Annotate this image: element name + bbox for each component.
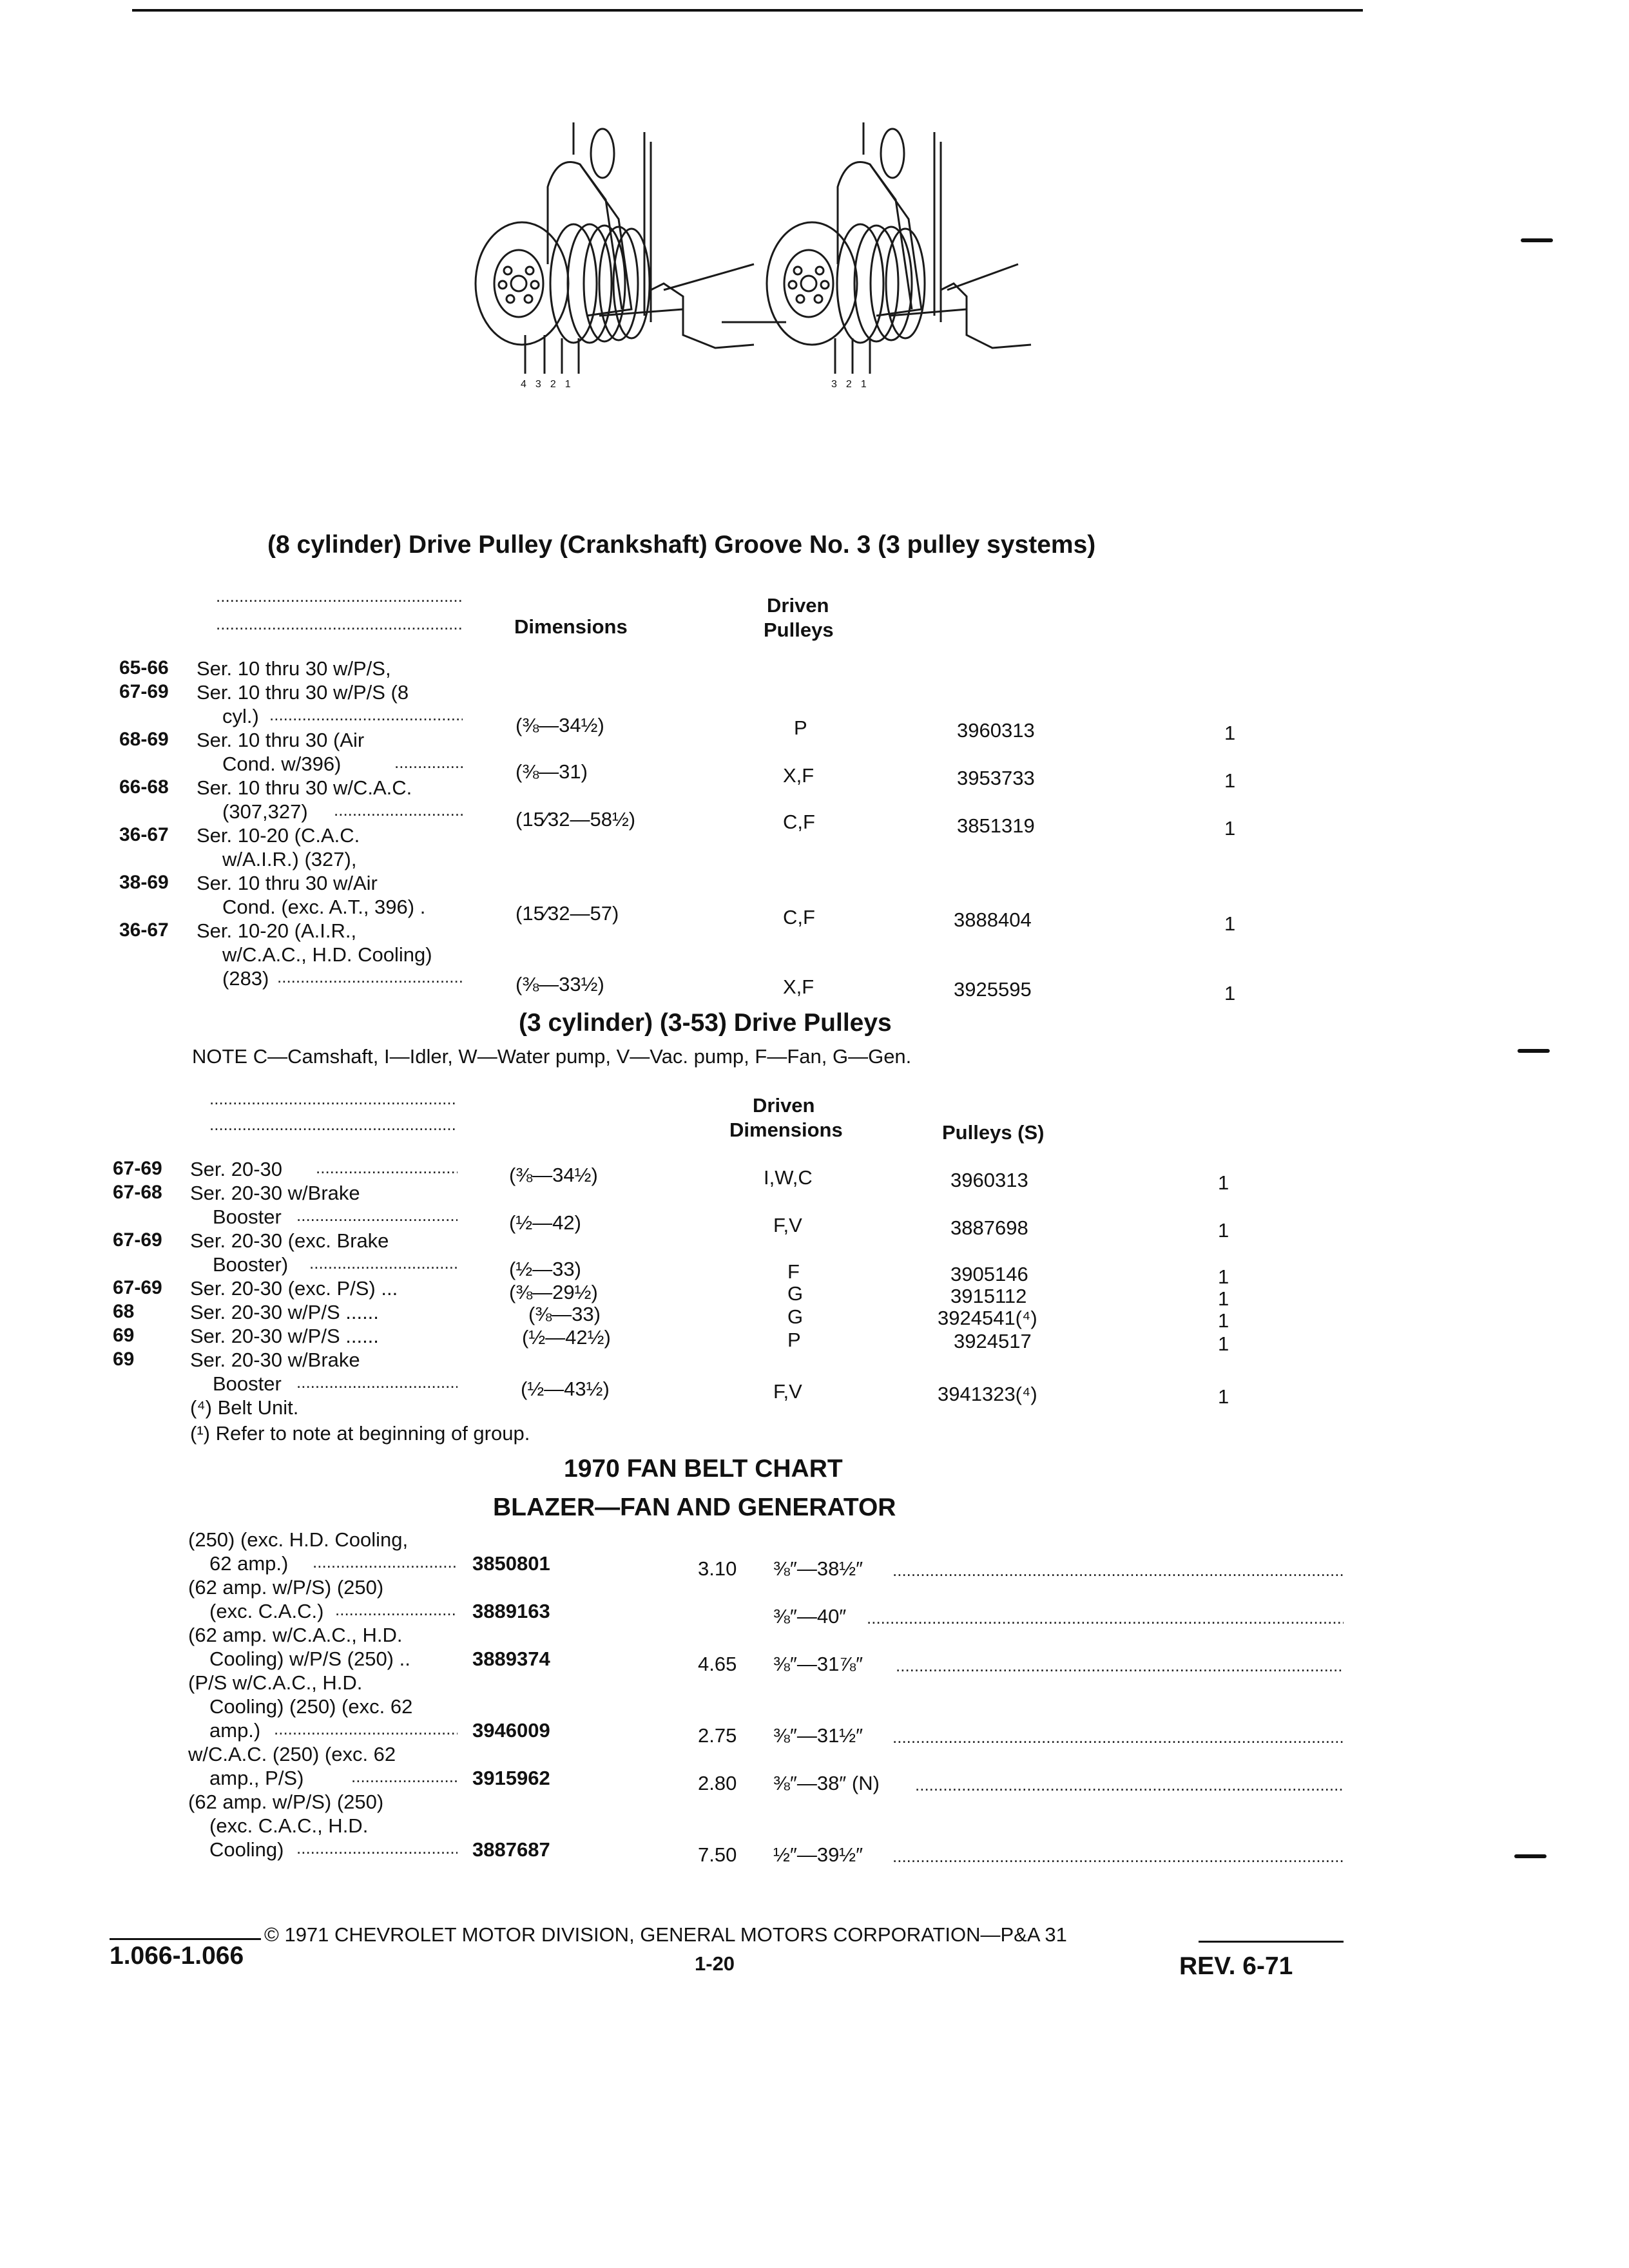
diagram-label: 2 (845, 379, 861, 390)
row-description: (exc. C.A.C.) (209, 1600, 324, 1622)
row-driven: X,F (783, 975, 815, 998)
row-leader (296, 1206, 458, 1225)
row-part-number: 3850801 (472, 1552, 550, 1575)
row-belt-size: ⅜″—40″ (773, 1605, 847, 1628)
row-description: (exc. C.A.C., H.D. (209, 1814, 369, 1837)
row-description: amp., P/S) (209, 1767, 304, 1789)
row-value: 4.65 (698, 1653, 737, 1675)
row-leader (394, 753, 463, 773)
header-leader (209, 1115, 458, 1135)
row-dimensions: (⅜—33½) (516, 973, 604, 995)
row-description: Ser. 10 thru 30 (Air (197, 729, 365, 751)
row-quantity: 1 (1218, 1219, 1229, 1242)
row-description: Cooling) w/P/S (250) .. (209, 1648, 410, 1670)
row-belt-size: ⅜″—38″ (N) (773, 1772, 880, 1794)
diagram-label: 2 (550, 379, 565, 390)
row-quantity: 1 (1224, 769, 1236, 792)
row-driven: C,F (783, 811, 815, 833)
footer-copyright: © 1971 CHEVROLET MOTOR DIVISION, GENERAL MOTORS CORPORATION—P&A 31 (264, 1923, 1067, 1946)
row-quantity: 1 (1224, 722, 1236, 744)
row-description: Ser. 20-30 w/Brake (190, 1349, 360, 1371)
row-description: Ser. 20-30 (190, 1158, 283, 1180)
row-part-number: 3960313 (950, 1169, 1028, 1191)
row-quantity: 1 (1218, 1171, 1229, 1194)
row-part-number: 3953733 (957, 767, 1035, 789)
row-year: 36-67 (119, 919, 169, 941)
row-part-number: 3915112 (950, 1285, 1027, 1307)
row-description: (62 amp. w/C.A.C., H.D. (188, 1624, 403, 1646)
row-leader (351, 1767, 458, 1787)
row-description: w/C.A.C. (250) (exc. 62 (188, 1743, 396, 1765)
row-belt-size: ⅜″—31⅞″ (773, 1653, 863, 1675)
row-description: amp.) (209, 1719, 261, 1742)
row-quantity: 1 (1224, 982, 1236, 1004)
row-dimensions: (½—43½) (521, 1378, 610, 1400)
row-description: Ser. 20-30 w/Brake (190, 1182, 360, 1204)
section1-col-pulleys: Pulleys (764, 619, 834, 641)
row-quantity: 1 (1218, 1309, 1229, 1332)
row-description: (62 amp. w/P/S) (250) (188, 1791, 384, 1813)
footer-left-code: 1.066-1.066 (110, 1942, 244, 1970)
row-description: Ser. 10-20 (C.A.C. (197, 824, 360, 847)
row-leader (896, 1656, 1344, 1676)
row-dimensions: (½—42) (509, 1211, 581, 1234)
row-value: 7.50 (698, 1843, 737, 1866)
row-quantity: 1 (1224, 817, 1236, 840)
section2-col-driven: Driven (753, 1094, 815, 1117)
row-description: Cooling) (209, 1838, 284, 1861)
row-leader (915, 1775, 1344, 1795)
row-description: Ser. 10-20 (A.I.R., (197, 919, 357, 942)
row-quantity: 1 (1218, 1265, 1229, 1288)
row-leader (269, 705, 463, 725)
diagram-label: 3 (535, 379, 550, 390)
section2-note: NOTE C—Camshaft, I—Idler, W—Water pump, V—Vac. pump, F—Fan, G—Gen. (192, 1045, 912, 1068)
row-year: 36-67 (119, 824, 169, 845)
row-description: Ser. 10 thru 30 w/Air (197, 872, 378, 894)
row-leader (892, 1847, 1344, 1867)
row-description: Ser. 20-30 (exc. P/S) ... (190, 1277, 398, 1300)
row-leader (277, 967, 463, 987)
row-driven: P (787, 1329, 801, 1351)
row-driven: I,W,C (764, 1166, 813, 1189)
row-description: (283) (222, 967, 269, 990)
row-year: 68 (113, 1301, 135, 1322)
row-description: Cond. (exc. A.T., 396) . (222, 896, 426, 918)
row-year: 66-68 (119, 776, 169, 798)
row-part-number: 3941323(⁴) (938, 1383, 1037, 1405)
header-leader (216, 614, 464, 634)
row-part-number: 3925595 (954, 978, 1032, 1001)
row-description: (P/S w/C.A.C., H.D. (188, 1671, 363, 1694)
row-driven: G (787, 1305, 804, 1328)
top-rule (132, 9, 1363, 12)
row-description: Ser. 20-30 (exc. Brake (190, 1229, 389, 1252)
row-dimensions: (⅜—34½) (516, 714, 604, 736)
row-description: Ser. 20-30 w/P/S ...... (190, 1301, 379, 1323)
scan-mark (1514, 1854, 1547, 1858)
diagram-label: 1 (564, 379, 580, 390)
row-part-number: 3888404 (954, 908, 1032, 931)
row-description: Ser. 20-30 w/P/S ...... (190, 1325, 379, 1347)
row-driven: F (787, 1260, 800, 1283)
footer-revision: REV. 6-71 (1179, 1952, 1293, 1980)
row-dimensions: (½—42½) (522, 1326, 611, 1349)
row-quantity: 1 (1218, 1332, 1229, 1355)
row-year: 69 (113, 1325, 135, 1346)
footer-rule-left (110, 1938, 261, 1940)
row-leader (296, 1372, 458, 1392)
row-leader (892, 1561, 1344, 1581)
row-part-number: 3924517 (954, 1330, 1032, 1352)
row-dimensions: (⅜—29½) (509, 1281, 598, 1303)
row-driven: C,F (783, 906, 815, 928)
row-belt-size: ⅜″—38½″ (773, 1557, 863, 1580)
row-quantity: 1 (1218, 1287, 1229, 1310)
section2-footnote-refer: (¹) Refer to note at beginning of group. (190, 1422, 530, 1445)
row-dimensions: (⅜—31) (516, 760, 588, 783)
row-belt-size: ⅜″—31½″ (773, 1724, 863, 1747)
row-part-number: 3889374 (472, 1648, 550, 1670)
row-description: Cooling) (250) (exc. 62 (209, 1695, 413, 1718)
row-driven: X,F (783, 764, 815, 787)
row-part-number: 3915962 (472, 1767, 550, 1789)
row-driven: F,V (773, 1214, 802, 1236)
row-value: 2.75 (698, 1724, 737, 1747)
row-part-number: 3946009 (472, 1719, 550, 1742)
row-part-number: 3887687 (472, 1838, 550, 1861)
section2-col-pulleys: Pulleys (S) (942, 1121, 1045, 1144)
row-quantity: 1 (1224, 912, 1236, 935)
row-driven: G (787, 1282, 804, 1305)
section2-title: (3 cylinder) (3-53) Drive Pulleys (519, 1009, 892, 1037)
pulley-diagram-right (767, 122, 1031, 374)
row-description: Booster (213, 1206, 282, 1228)
row-part-number: 3887698 (950, 1216, 1028, 1239)
row-leader (892, 1727, 1344, 1747)
scan-mark (1518, 1049, 1550, 1053)
row-driven: F,V (773, 1380, 802, 1403)
scan-mark (1521, 238, 1553, 242)
row-year: 67-68 (113, 1182, 162, 1203)
row-description: w/A.I.R.) (327), (222, 848, 357, 870)
row-driven: P (794, 716, 807, 739)
row-quantity: 1 (1218, 1385, 1229, 1408)
row-leader (867, 1608, 1344, 1628)
row-year: 67-69 (113, 1277, 162, 1298)
diagram-label: 1 (860, 379, 876, 390)
row-leader (335, 1600, 458, 1620)
section1-col-driven: Driven (767, 594, 829, 617)
row-description: (307,327) (222, 800, 308, 823)
row-year: 67-69 (113, 1229, 162, 1251)
row-year: 69 (113, 1349, 135, 1370)
row-description: Ser. 10 thru 30 w/P/S, (197, 657, 391, 680)
row-dimensions: (⅜—33) (528, 1303, 601, 1325)
row-dimensions: (15⁄32—57) (516, 902, 619, 925)
footer-rule-right (1199, 1941, 1344, 1943)
header-leader (209, 1089, 458, 1109)
row-leader (296, 1838, 458, 1858)
row-leader (316, 1158, 458, 1178)
row-dimensions: (½—33) (509, 1258, 581, 1280)
row-year: 67-69 (119, 681, 169, 702)
row-description: Ser. 10 thru 30 w/P/S (8 (197, 681, 409, 704)
row-value: 2.80 (698, 1772, 737, 1794)
row-leader (309, 1253, 458, 1273)
section2-col-dimensions: Dimensions (729, 1119, 843, 1141)
section1-col-dimensions: Dimensions (514, 615, 628, 638)
row-leader (334, 800, 463, 820)
section2-footnote-belt-unit: (⁴) Belt Unit. (190, 1396, 299, 1419)
diagram-label: 4 (521, 379, 535, 390)
footer-page-number: 1-20 (695, 1952, 735, 1975)
row-part-number: 3960313 (957, 719, 1035, 742)
row-description: (250) (exc. H.D. Cooling, (188, 1528, 409, 1551)
row-leader (313, 1552, 458, 1572)
diagram-right-labels (831, 379, 876, 390)
section3-title: 1970 FAN BELT CHART (564, 1455, 843, 1483)
row-description: Booster) (213, 1253, 289, 1276)
row-description: w/C.A.C., H.D. Cooling) (222, 943, 432, 966)
diagram-label: 3 (831, 379, 846, 390)
row-part-number: 3851319 (957, 814, 1035, 837)
row-belt-size: ½″—39½″ (773, 1843, 863, 1866)
row-part-number: 3905146 (950, 1263, 1028, 1285)
row-description: cyl.) (222, 705, 259, 727)
pulley-diagram (451, 116, 1044, 419)
row-description: Booster (213, 1372, 282, 1395)
header-leader (216, 586, 464, 606)
section1-title: (8 cylinder) Drive Pulley (Crankshaft) Groove No. 3 (3 pulley systems) (267, 531, 1096, 559)
row-year: 65-66 (119, 657, 169, 678)
row-description: (62 amp. w/P/S) (250) (188, 1576, 384, 1599)
row-year: 67-69 (113, 1158, 162, 1179)
row-part-number: 3924541(⁴) (938, 1307, 1037, 1329)
row-description: Cond. w/396) (222, 753, 342, 775)
row-year: 38-69 (119, 872, 169, 893)
row-description: Ser. 10 thru 30 w/C.A.C. (197, 776, 412, 799)
row-year: 68-69 (119, 729, 169, 750)
row-description: 62 amp.) (209, 1552, 289, 1575)
row-part-number: 3889163 (472, 1600, 550, 1622)
row-dimensions: (15⁄32—58½) (516, 808, 636, 831)
section3-subtitle: BLAZER—FAN AND GENERATOR (493, 1494, 896, 1521)
pulley-diagram-left (476, 122, 786, 374)
row-value: 3.10 (698, 1557, 737, 1580)
diagram-left-labels (521, 379, 580, 390)
row-dimensions: (⅜—34½) (509, 1164, 598, 1186)
row-leader (274, 1719, 458, 1739)
